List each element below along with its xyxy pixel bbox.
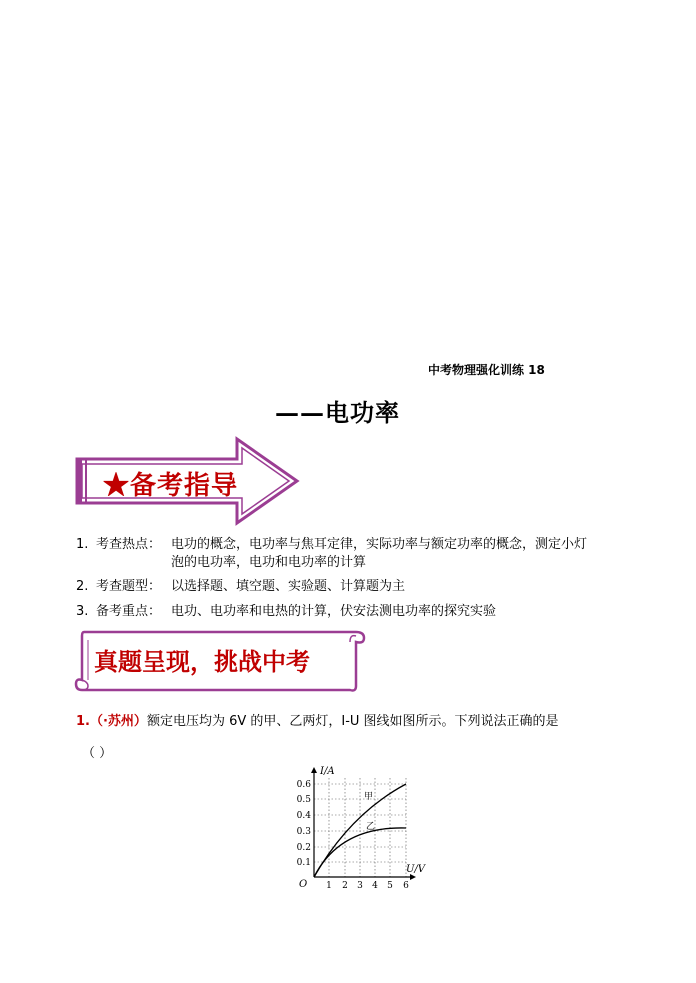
svg-text:0.1: 0.1 [296,858,311,868]
svg-text:0.5: 0.5 [296,795,311,805]
guide-item-1: 1. 考查热点： 电功的概念，电功率与焦耳定律，实际功率与额定功率的概念，测定小灯 泡的电功率，电功和电功率的计算 [76,537,588,570]
svg-text:5: 5 [387,881,393,891]
guide-item-3: 3. 备考重点： 电功、电功率和电热的计算，伏安法测电功率的探究实验 [76,604,497,619]
svg-text:0.3: 0.3 [296,827,311,837]
star-icon: ★ [103,471,131,501]
svg-text:4: 4 [372,881,378,891]
guide-banner-label: ★备考指导 [103,471,239,501]
y-axis-label: I/A [320,766,335,777]
guide-banner [73,437,299,525]
curve-label-yi: 乙 [366,822,376,832]
question-number: 1. [76,714,90,729]
origin-label: O [299,879,308,890]
svg-text:0.2: 0.2 [296,843,311,853]
svg-text:1: 1 [326,881,332,891]
iu-graph [290,764,426,891]
page-title: ——电功率 [275,398,400,427]
exam-banner-label: 真题呈现，挑战中考 [94,647,310,676]
answer-blank: （ ） [82,746,113,761]
x-axis-label: U/V [406,864,426,875]
question-text: 额定电压均为 6V 的甲、乙两灯，I-U 图线如图所示。下列说法正确的是 [146,714,559,729]
question-source: （·苏州） [89,714,147,729]
svg-text:0.4: 0.4 [296,811,311,821]
exam-banner [74,628,366,694]
svg-text:3: 3 [357,881,363,891]
svg-text:2: 2 [342,881,348,891]
guide-item-2: 2. 考查题型： 以选择题、填空题、实验题、计算题为主 [76,579,406,594]
svg-text:0.6: 0.6 [296,780,311,790]
curve-label-jia: 甲 [364,792,374,802]
series-title: 中考物理强化训练 18 [428,363,545,377]
question-1 [76,710,559,729]
svg-text:6: 6 [403,881,409,891]
